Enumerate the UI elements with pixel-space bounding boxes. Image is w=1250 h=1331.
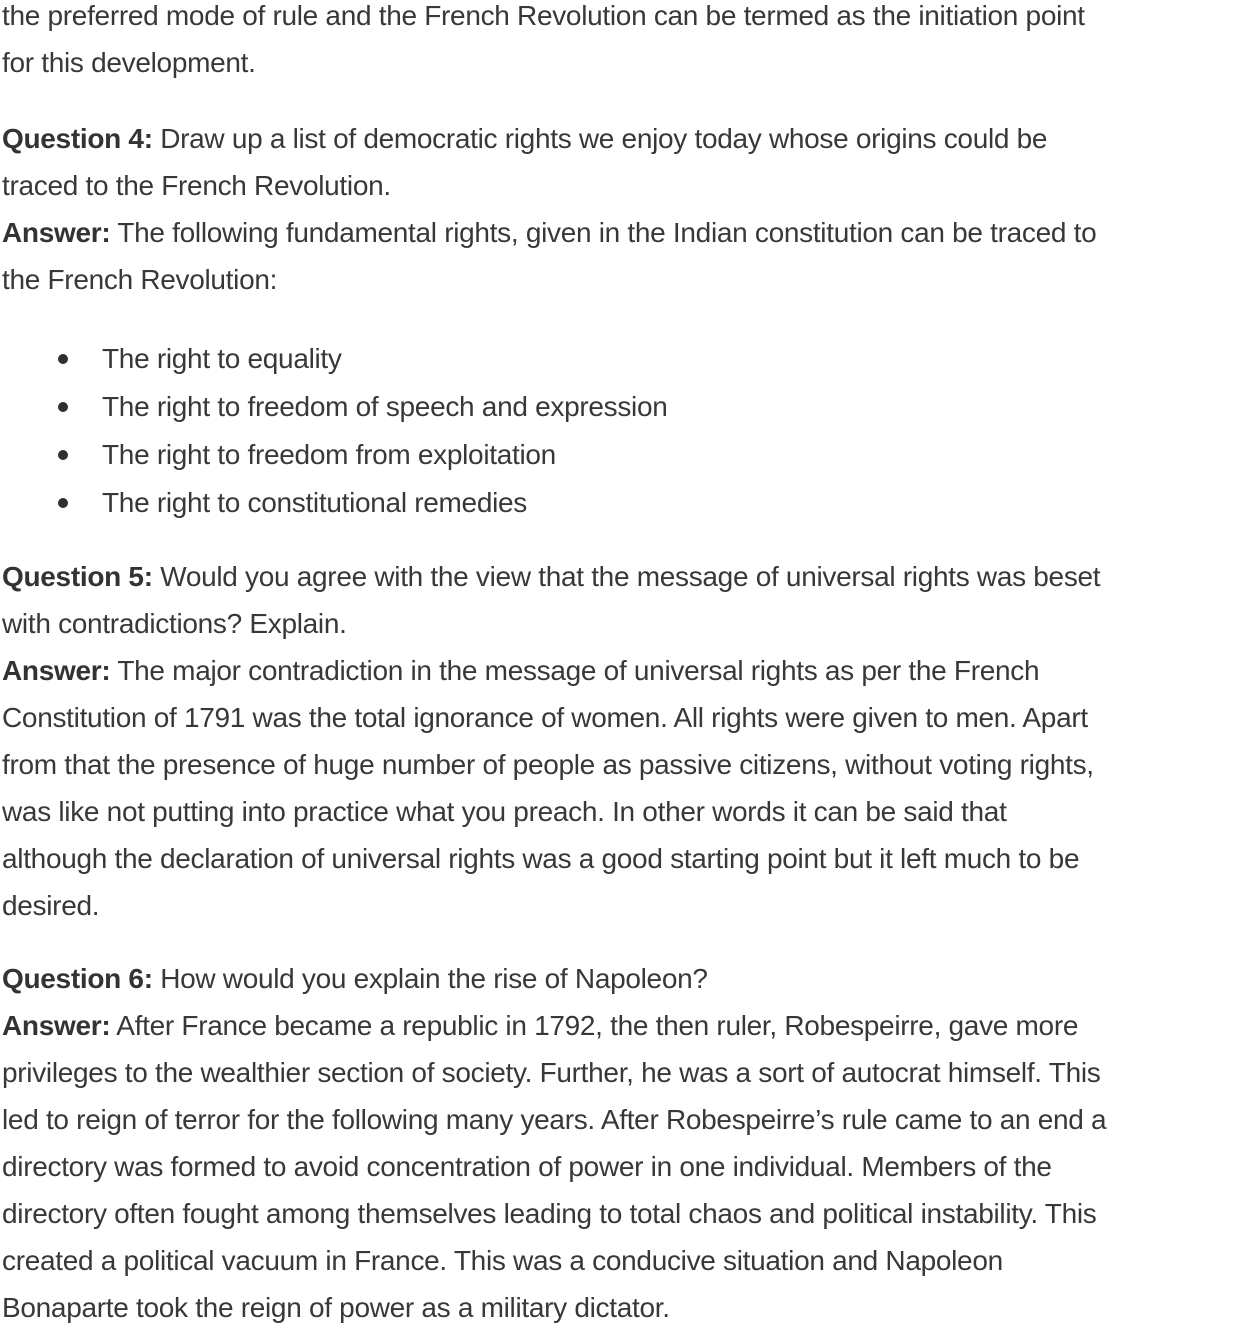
list-item [2, 335, 1244, 382]
text-line: directory often fought among themselves leading to total chaos and political instability. This [2, 1198, 1097, 1229]
paragraph-intro [2, 0, 1244, 86]
bullet-dot-icon [58, 498, 68, 508]
text-line: the French Revolution: [2, 264, 278, 295]
bullet-dot-icon [58, 354, 68, 364]
text-line: Bonaparte took the reign of power as a military dictator. [2, 1292, 670, 1323]
bullet-text: The right to constitutional remedies [102, 487, 527, 518]
list-item [2, 431, 1244, 478]
text-line [2, 209, 1244, 256]
question-5-text: Would you agree with the view that the message of universal rights was beset [152, 561, 1101, 592]
answer-6-text: After France became a republic in 1792, the then ruler, Robespeirre, gave more [110, 1010, 1079, 1041]
list-item [2, 479, 1244, 526]
answer-4-label: Answer: [2, 217, 111, 248]
text-line: directory was formed to avoid concentration of power in one individual. Members of the [2, 1151, 1052, 1182]
text-line: privileges to the wealthier section of society. Further, he was a sort of autocrat himself. This [2, 1057, 1101, 1088]
text-line: Constitution of 1791 was the total ignorance of women. All rights were given to men. Apart [2, 702, 1088, 733]
bullet-dot-icon [58, 450, 68, 460]
answer-6-label: Answer: [2, 1010, 111, 1041]
answer-5-label: Answer: [2, 655, 111, 686]
text-line: the preferred mode of rule and the French Revolution can be termed as the initiation point [2, 0, 1085, 31]
text-line: for this development. [2, 47, 256, 78]
bullet-text: The right to freedom from exploitation [102, 439, 556, 470]
bullet-text: The right to equality [102, 343, 342, 374]
text-line [2, 553, 1244, 600]
bullet-text: The right to freedom of speech and expression [102, 391, 668, 422]
bullet-list [2, 335, 1244, 526]
text-line: was like not putting into practice what you preach. In other words it can be said that [2, 796, 1007, 827]
text-line: traced to the French Revolution. [2, 170, 391, 201]
bullet-dot-icon [58, 402, 68, 412]
question-5-label: Question 5: [2, 561, 153, 592]
answer-5-text: The major contradiction in the message of universal rights as per the French [110, 655, 1040, 686]
question-6-text: How would you explain the rise of Napoleon? [152, 963, 708, 994]
answer-4-text: The following fundamental rights, given in the Indian constitution can be traced to [110, 217, 1097, 248]
text-line: desired. [2, 890, 100, 921]
question-6-label: Question 6: [2, 963, 153, 994]
text-line: created a political vacuum in France. This was a conducive situation and Napoleon [2, 1245, 1003, 1276]
question-4-block [2, 115, 1244, 303]
text-line: from that the presence of huge number of people as passive citizens, without voting rights, [2, 749, 1094, 780]
text-line [2, 1002, 1244, 1049]
question-4-label: Question 4: [2, 123, 153, 154]
text-line: led to reign of terror for the following many years. After Robespeirre’s rule came to an end a [2, 1104, 1107, 1135]
question-4-text: Draw up a list of democratic rights we enjoy today whose origins could be [152, 123, 1048, 154]
text-line: with contradictions? Explain. [2, 608, 347, 639]
question-5-block [2, 553, 1244, 929]
question-6-block [2, 955, 1244, 1331]
text-line [2, 955, 1244, 1002]
text-line [2, 115, 1244, 162]
text-line: although the declaration of universal rights was a good starting point but it left much to be [2, 843, 1080, 874]
text-line [2, 647, 1244, 694]
list-item [2, 383, 1244, 430]
